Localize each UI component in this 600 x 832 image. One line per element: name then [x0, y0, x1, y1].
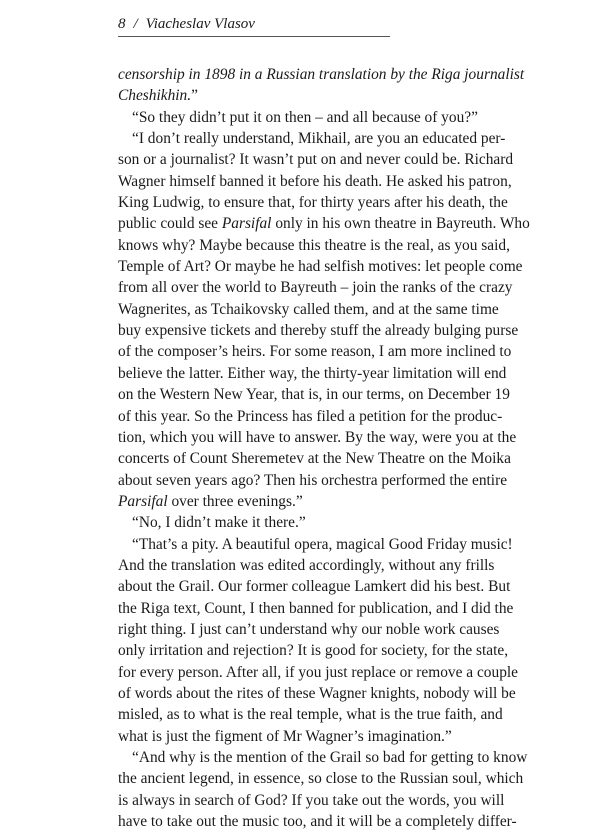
text-line	[118, 747, 528, 768]
header-separator: /	[133, 16, 138, 32]
text-line	[118, 64, 525, 85]
text-segment: “That’s a pity. A beautiful opera, magical Good Friday music!	[132, 535, 513, 553]
text-segment: ”	[191, 87, 198, 105]
text-segment: of words about the rites of these Wagner knights, nobody will be	[118, 684, 516, 702]
text-segment: of the composer’s heirs. For some reason, I am more inclined to	[118, 343, 512, 361]
text-line	[118, 470, 508, 491]
page-number: 8	[118, 16, 126, 32]
text-line	[118, 107, 492, 128]
text-line	[118, 811, 517, 832]
text-line	[118, 213, 530, 234]
text-segment: Wagner himself banned it before his death. He asked his patron,	[118, 172, 512, 190]
text-segment: from all over the world to Bayreuth – join the ranks of the crazy	[118, 279, 513, 297]
text-line	[118, 256, 523, 277]
text-segment: believe the latter. Either way, the thirty-year limitation will end	[118, 364, 507, 382]
text-segment: misled, as to what is the real temple, what is the true faith, and	[118, 706, 503, 724]
text-segment: And the translation was edited accordingly, without any frills	[118, 556, 495, 574]
text-line	[118, 704, 503, 725]
text-segment: over three evenings.”	[167, 492, 303, 510]
text-segment: King Ludwig, to ensure that, for thirty years after his death, the	[118, 194, 508, 212]
running-header	[118, 14, 390, 37]
text-line	[118, 235, 510, 256]
text-segment: about the Grail. Our former colleague Lamkert did his best. But	[118, 578, 511, 596]
text-line	[118, 192, 508, 213]
italic-text: Parsifal	[221, 215, 272, 233]
text-segment: for every person. After all, if you just replace or remove a couple	[118, 663, 518, 681]
text-segment: about seven years ago? Then his orchestra performed the entire	[118, 471, 508, 489]
text-line	[118, 619, 500, 640]
text-segment: “No, I didn’t make it there.”	[132, 514, 306, 532]
text-segment: “So they didn’t put it on then – and all because of you?”	[132, 108, 478, 126]
text-segment: “I don’t really understand, Mikhail, are you an educated per-	[132, 130, 506, 148]
text-segment: only irritation and rejection? It is good for society, for the state,	[118, 642, 509, 660]
text-line	[118, 299, 499, 320]
text-line	[118, 341, 512, 362]
text-segment: what is just the figment of Mr Wagner’s imagination.”	[118, 727, 452, 745]
text-line	[118, 512, 492, 533]
text-line	[118, 406, 503, 427]
italic-text: Cheshikhin.	[118, 87, 192, 105]
text-line	[118, 726, 492, 747]
text-line	[118, 640, 509, 661]
text-segment: the Riga text, Count, I then banned for publication, and I did the	[118, 599, 514, 617]
text-segment: have to take out the music too, and it will be a completely differ-	[118, 813, 517, 831]
text-line	[118, 555, 495, 576]
text-segment: Wagnerites, as Tchaikovsky called them, and at the same time	[118, 300, 499, 318]
text-line	[118, 427, 517, 448]
text-line	[118, 128, 506, 149]
text-segment: knows why? Maybe because this theatre is the real, as you said,	[118, 236, 510, 254]
text-line	[118, 149, 514, 170]
text-line	[118, 363, 507, 384]
text-segment: concerts of Count Sheremetev at the New Theatre on the Moika	[118, 450, 511, 468]
text-segment: buy expensive tickets and thereby stuff the already bulging purse	[118, 322, 519, 340]
italic-text: Parsifal	[118, 492, 168, 510]
text-line	[118, 662, 518, 683]
text-segment: of this year. So the Princess has filed a petition for the produc-	[118, 407, 503, 425]
text-segment: on the Western New Year, that is, in our terms, on December 19	[118, 386, 510, 404]
text-line	[118, 171, 512, 192]
text-segment: tion, which you will have to answer. By the way, were you at the	[118, 428, 517, 446]
text-line	[118, 768, 524, 789]
body-text	[118, 64, 530, 832]
author-name: Viacheslav Vlasov	[145, 16, 255, 32]
italic-text: censorship in 1898 in a Russian translation by the Riga journalist	[118, 66, 525, 83]
text-line	[118, 491, 492, 512]
text-line	[118, 277, 513, 298]
text-line	[118, 534, 513, 555]
text-line	[118, 384, 510, 405]
text-line	[118, 320, 519, 341]
text-segment: public could see	[118, 215, 222, 233]
text-segment: is always in search of God? If you take out the words, you will	[118, 791, 505, 809]
text-line	[118, 683, 516, 704]
text-line	[118, 576, 511, 597]
text-line	[118, 598, 514, 619]
text-line	[118, 85, 492, 106]
text-line	[118, 448, 511, 469]
text-segment: only in his own theatre in Bayreuth. Who	[271, 215, 530, 233]
text-segment: the ancient legend, in essence, so close to the Russian soul, which	[118, 770, 524, 788]
text-line	[118, 790, 505, 811]
text-segment: right thing. I just can’t understand why our noble work causes	[118, 620, 500, 638]
text-segment: Temple of Art? Or maybe he had selfish motives: let people come	[118, 258, 523, 276]
text-segment: son or a journalist? It wasn’t put on and never could be. Richard	[118, 151, 514, 169]
text-segment: “And why is the mention of the Grail so bad for getting to know	[132, 749, 528, 766]
